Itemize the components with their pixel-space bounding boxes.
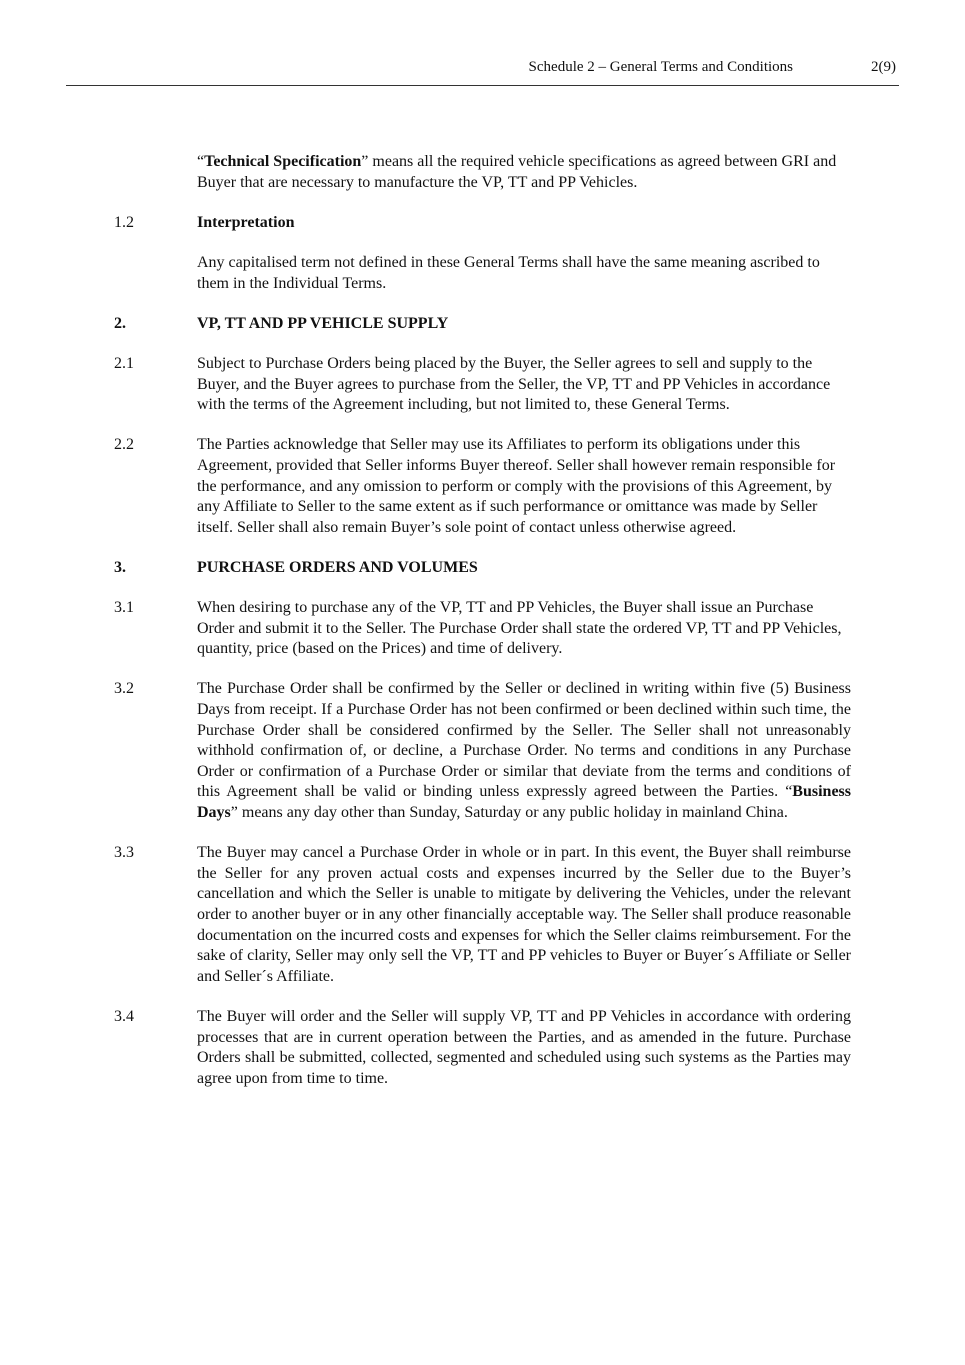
section-heading: VP, TT AND PP VEHICLE SUPPLY	[197, 314, 449, 332]
clause-text: When desiring to purchase any of the VP, TT and PP Vehicles, the Buyer shall issue an Purchase Order and submit it to the Seller. The Purchase Order shall state the ordered VP, TT and PP Vehicles, quantity, price (based on the Prices) and time of delivery.	[197, 599, 842, 658]
clause-3-1	[114, 598, 854, 660]
clause-2-1	[114, 354, 854, 416]
section-1-2-body	[114, 253, 854, 294]
definition-technical-specification	[114, 152, 854, 193]
header-page-number: 2(9)	[871, 59, 896, 75]
clause-2-2	[114, 435, 854, 538]
clause-text: The Buyer may cancel a Purchase Order in whole or in part. In this event, the Buyer shall reimburse the Seller for any proven actual costs and expenses incurred by the Seller due to the Buyer’s cancellation and which the Seller is unable to mitigate by delivering the Vehicles, under the relevant order to another buyer or in any other financially acceptable way. The Seller shall produce reasonable documentation on the incurred costs and expenses for which the Seller claims reimbursement. For the sake of clarity, Seller may only sell the VP, TT and PP vehicles to Buyer or Buyer´s Affiliate or Seller and Seller´s Affiliate.	[197, 844, 851, 985]
section-text: Any capitalised term not defined in these General Terms shall have the same meaning ascribed to them in the Individual Terms.	[197, 253, 820, 292]
clause-3-3	[114, 843, 854, 987]
section-number: 3.	[114, 558, 126, 576]
section-2-heading	[114, 314, 854, 335]
clause-text: The Purchase Order shall be confirmed by the Seller or declined in writing within five (5) Business Days from receipt. If a Purchase Order has not been confirmed or been declined within such time, the Purchase Order shall be considered confirmed by the Seller. The Seller shall not unreasonably withhold confirmation of, or decline, a Purchase Order. No terms and conditions in any Purchase Order or confirmation of a Purchase Order or similar that deviate from the terms and conditions of this Agreement shall be valid or binding unless expressly agreed between the Parties. “Business Days” means any day other than Sunday, Saturday or any public holiday in mainland China.	[197, 680, 851, 821]
section-number: 1.2	[114, 213, 134, 231]
defined-term: Business Days	[197, 783, 851, 821]
page-header	[66, 59, 898, 79]
clause-number: 3.3	[114, 844, 134, 862]
clause-number: 2.1	[114, 354, 134, 372]
clause-text: Subject to Purchase Orders being placed by the Buyer, the Seller agrees to sell and supply to the Buyer, and the Buyer agrees to purchase from the Seller, the VP, TT and PP Vehicles in accordance with the terms of the Agreement including, but not limited to, these General Terms.	[197, 354, 831, 414]
section-heading: PURCHASE ORDERS AND VOLUMES	[197, 558, 478, 576]
clause-number: 3.1	[114, 599, 134, 617]
clause-text: The Parties acknowledge that Seller may use its Affiliates to perform its obligations under this Agreement, provided that Seller informs Buyer thereof. Seller shall however remain responsible for the performance, and any omission to perform or comply with the provisions of this Agreement, by any Affiliate to Seller to the same extent as if such performance or omittance was made by Seller itself. Seller shall also remain Buyer’s sole point of contact unless otherwise agreed.	[197, 436, 836, 536]
section-number: 2.	[114, 314, 126, 332]
section-3-heading	[114, 558, 854, 579]
header-rule	[66, 85, 899, 86]
clause-number: 2.2	[114, 436, 134, 454]
section-1-2-heading	[114, 213, 854, 234]
section-heading: Interpretation	[197, 213, 295, 231]
clause-3-4	[114, 1007, 854, 1089]
defined-term: Technical Specification	[204, 153, 362, 170]
clause-number: 3.2	[114, 680, 134, 698]
header-title: Schedule 2 – General Terms and Conditions	[528, 59, 793, 75]
clause-3-2	[114, 679, 854, 823]
clause-number: 3.4	[114, 1007, 134, 1025]
clause-text: The Buyer will order and the Seller will supply VP, TT and PP Vehicles in accordance with ordering processes that are in current operation between the Parties, and as amended in the future. Purchase Orders shall be submitted, collected, segmented and scheduled using such systems as the Parties may agree upon from time to time.	[197, 1007, 851, 1087]
definition-text: “Technical Specification” means all the required vehicle specifications as agreed between GRI and Buyer that are necessary to manufacture the VP, TT and PP Vehicles.	[197, 153, 837, 191]
document-body	[114, 152, 854, 1109]
